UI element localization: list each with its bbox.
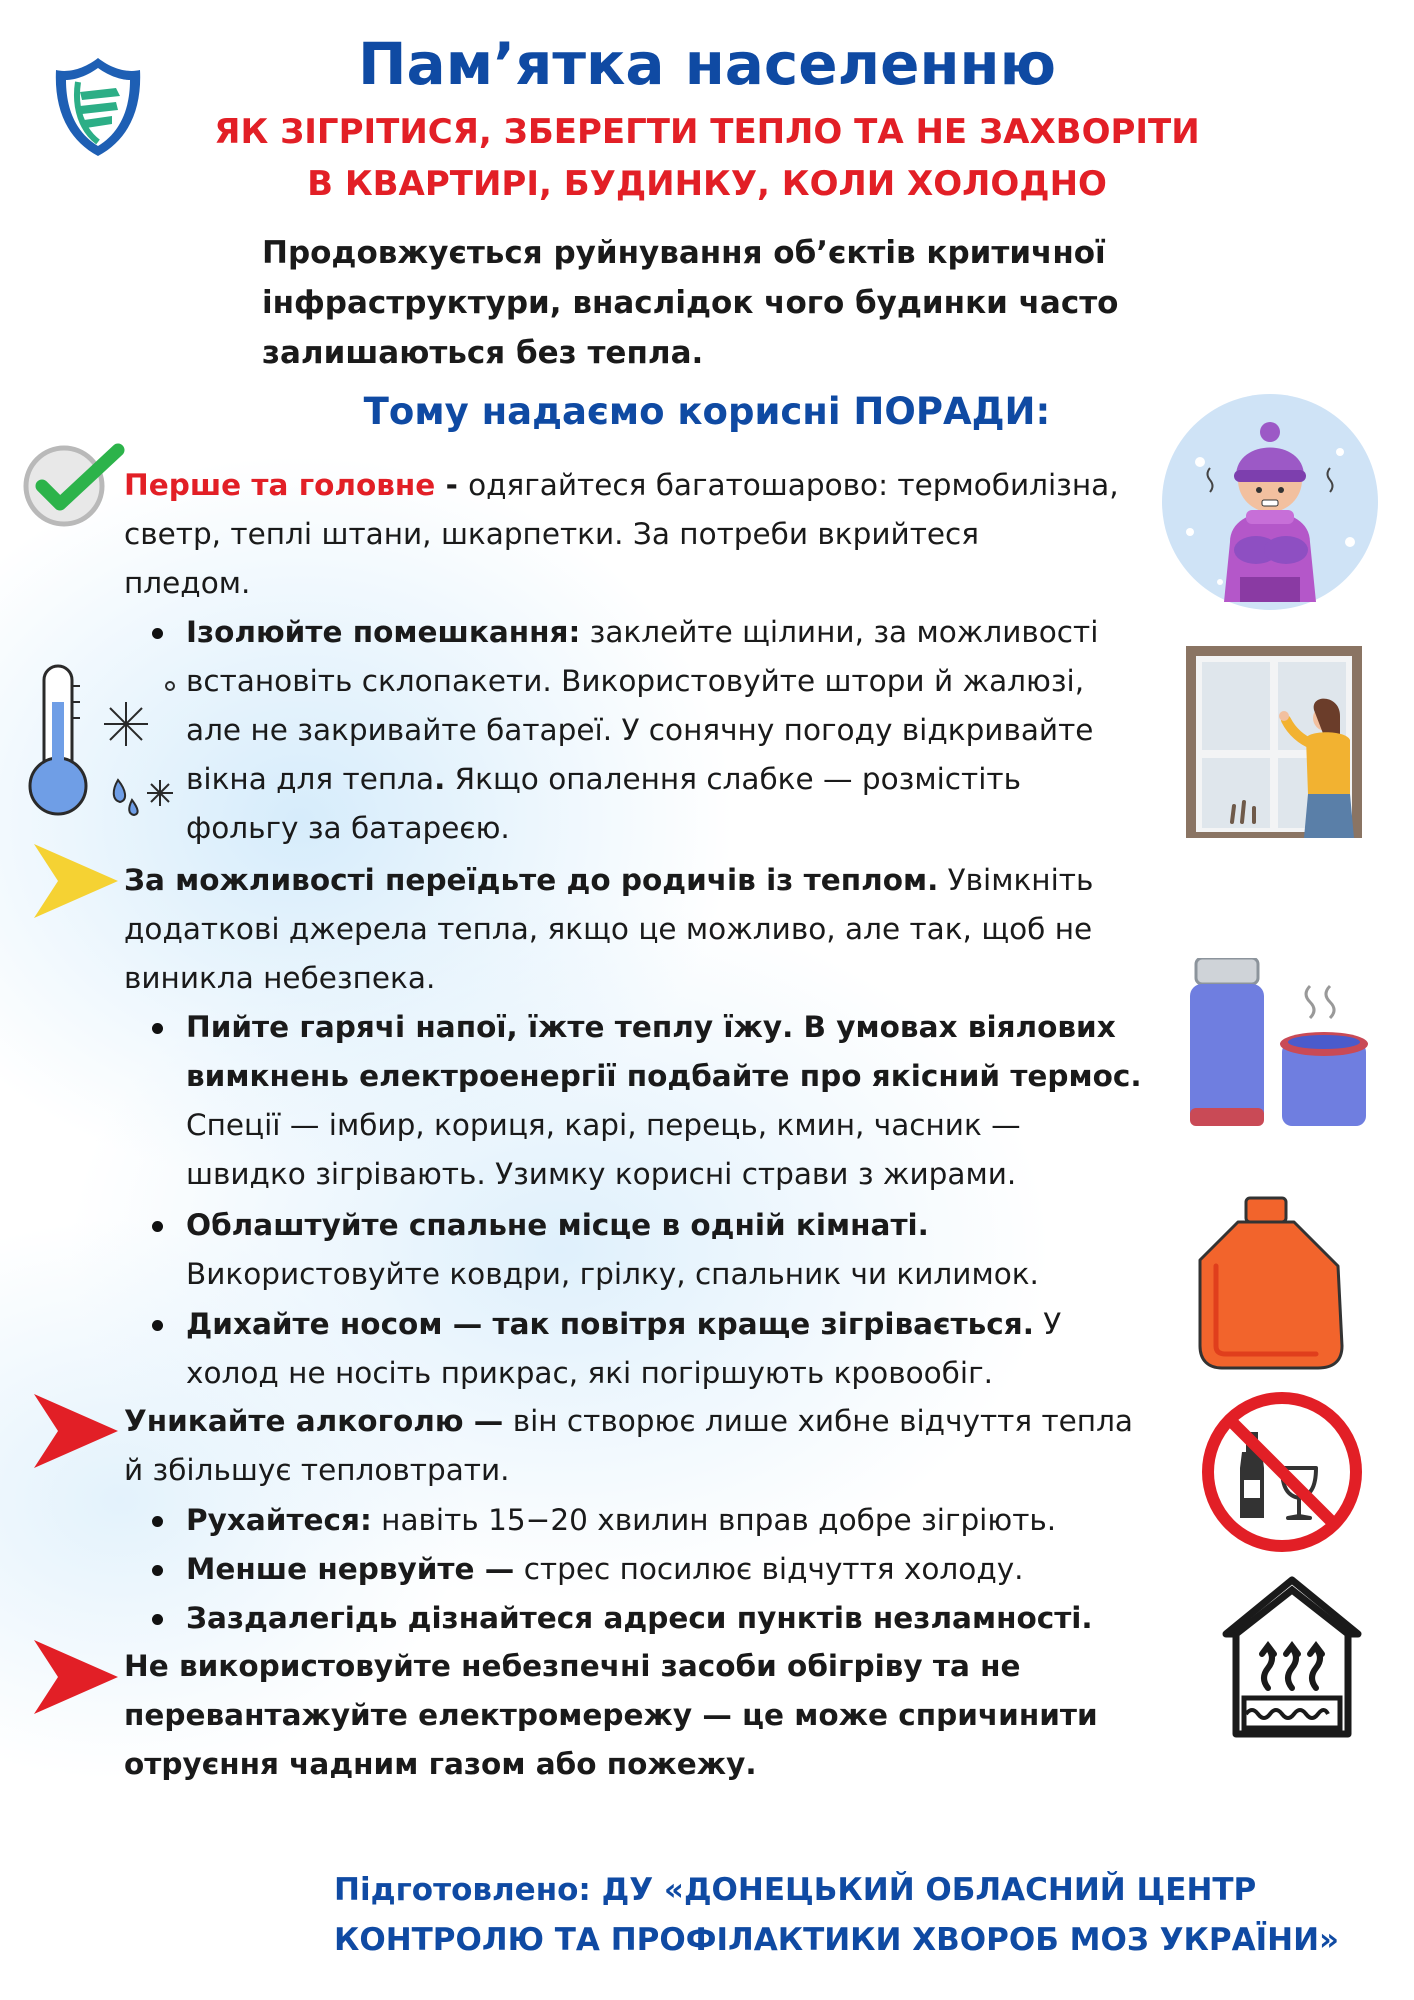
bullet — [152, 1565, 163, 1576]
tip-move — [186, 1496, 1166, 1545]
tip-drinks-line-1 — [186, 1003, 1166, 1052]
tip-insulate-line-4a: вікна для тепла — [186, 762, 435, 796]
intro-line-1: Продовжується руйнування об’єктів критичної — [262, 235, 1106, 271]
tip-alcohol-bold: Уникайте алкоголю — — [124, 1404, 504, 1438]
tip-relatives-bold: За можливості переїдьте до родичів із теплом. — [124, 863, 939, 897]
tip-insulate — [186, 608, 1166, 853]
tip-first-lead: Перше та головне — [124, 468, 436, 502]
tip-first-text: одягайтеся багатошарово: термобилізна, — [468, 468, 1119, 502]
page-title: Пам’ятка населенню — [358, 30, 1056, 98]
tip-move-line — [186, 1496, 1166, 1545]
tip-drinks-bold-2: вимкнень електроенергії подбайте про якісний термос. — [186, 1059, 1142, 1093]
tip-breathe-text: У — [1033, 1307, 1062, 1341]
tip-nerves — [186, 1545, 1166, 1594]
tip-drinks-bold-1: Пийте гарячі напої, їжте теплу їжу. В умовах віялових — [186, 1010, 1116, 1044]
tip-nerves-bold: Менше нервуйте — — [186, 1552, 515, 1586]
window-person-illustration — [1184, 644, 1364, 840]
subtitle-line-2: В КВАРТИРІ, БУДИНКУ, КОЛИ ХОЛОДНО — [307, 164, 1107, 204]
footer-line-1: Підготовлено: ДУ «ДОНЕЦЬКИЙ ОБЛАСНИЙ ЦЕНТР — [334, 1872, 1257, 1908]
tip-insulate-bold: Ізолюйте помешкання: — [186, 615, 581, 649]
tip-insulate-line-5: фольгу за батареєю. — [186, 811, 510, 845]
heated-house-icon — [1218, 1574, 1366, 1742]
bullet — [152, 628, 163, 639]
tip-insulate-line-4b: Якщо опалення слабке — розмістіть — [445, 762, 1021, 796]
tip-drinks-line-3: Спеції — імбир, кориця, карі, перець, кмин, часник — — [186, 1108, 1021, 1142]
tip-nerves-text: стрес посилює відчуття холоду. — [514, 1552, 1024, 1586]
tip-alcohol-text: він створює лише хибне відчуття тепла — [503, 1404, 1133, 1438]
bullet — [152, 1320, 163, 1331]
yellow-arrow-icon — [30, 840, 120, 922]
tip-breathe — [186, 1300, 1166, 1398]
tip-danger-bold-1: Не використовуйте небезпечні засоби обігріву та не — [124, 1649, 1021, 1683]
tip-breathe-bold: Дихайте носом — так повітря краще зігрівається. — [186, 1307, 1034, 1341]
tip-move-text: навіть 15−20 хвилин вправ добре зігріють. — [371, 1503, 1057, 1537]
tip-sleep — [186, 1201, 1166, 1299]
tip-drinks-line-2 — [186, 1052, 1166, 1101]
tip-alcohol-line-2: й збільшує тепловтрати. — [124, 1453, 510, 1487]
tip-points-line — [186, 1594, 1166, 1643]
cold-person-illustration — [1160, 392, 1380, 612]
tip-insulate-dot: . — [434, 762, 446, 796]
footer-credit — [334, 1865, 1394, 1965]
tip-first-dash: - — [435, 468, 469, 502]
bullet — [152, 1023, 163, 1034]
tip-relatives-line-3: виникла небезпека. — [124, 961, 436, 995]
intro-line-3: залишаються без тепла. — [262, 335, 704, 371]
tip-breathe-line-2: холод не носіть прикрас, які погіршують кровообіг. — [186, 1356, 993, 1390]
thermos-icon — [1186, 958, 1370, 1128]
tip-points-bold: Заздалегідь дізнайтеся адреси пунктів незламності. — [186, 1601, 1093, 1635]
tip-alcohol — [124, 1397, 1164, 1495]
tip-danger — [124, 1642, 1164, 1789]
tip-points — [186, 1594, 1166, 1643]
tip-danger-line-2 — [124, 1691, 1164, 1740]
tip-insulate-line-4 — [186, 755, 1166, 804]
red-arrow-icon — [30, 1390, 120, 1472]
footer-line-2: КОНТРОЛЮ ТА ПРОФІЛАКТИКИ ХВОРОБ МОЗ УКРАЇНИ» — [334, 1922, 1340, 1958]
intro-line-2: інфраструктури, внаслідок чого будинки часто — [262, 285, 1119, 321]
tip-drinks — [186, 1003, 1166, 1199]
hot-water-bottle-icon — [1192, 1196, 1356, 1372]
tip-insulate-line-1 — [186, 608, 1166, 657]
tip-sleep-bold: Облаштуйте спальне місце в одній кімнаті. — [186, 1208, 929, 1242]
tip-danger-bold-2: перевантажуйте електромережу — це може спричинити — [124, 1698, 1098, 1732]
tip-danger-bold-3: отруєння чадним газом або пожежу. — [124, 1747, 757, 1781]
tip-relatives-line-1 — [124, 856, 1164, 905]
tip-drinks-line-4: швидко зігрівають. Узимку корисні страви з жирами. — [186, 1157, 1017, 1191]
tip-insulate-line-3: але не закривайте батареї. У сонячну погоду відкривайте — [186, 713, 1094, 747]
bullet — [152, 1614, 163, 1625]
red-arrow-icon — [30, 1636, 120, 1718]
tip-nerves-line — [186, 1545, 1166, 1594]
bullet — [152, 1221, 163, 1232]
tip-first-line-1 — [124, 461, 1164, 510]
tip-alcohol-line-1 — [124, 1397, 1164, 1446]
tip-sleep-line-2: Використовуйте ковдри, грілку, спальник чи килимок. — [186, 1257, 1039, 1291]
tip-breathe-line-1 — [186, 1300, 1166, 1349]
tip-relatives — [124, 856, 1164, 1003]
tip-first-line-3: пледом. — [124, 566, 251, 600]
tip-relatives-line-2: додаткові джерела тепла, якщо це можливо, але так, щоб не — [124, 912, 1093, 946]
no-alcohol-icon — [1198, 1388, 1366, 1556]
subtitle-line-1: ЯК ЗІГРІТИСЯ, ЗБЕРЕГТИ ТЕПЛО ТА НЕ ЗАХВОРІТИ — [214, 112, 1200, 152]
tip-first-line-2: светр, теплі штани, шкарпетки. За потреби вкрийтеся — [124, 517, 979, 551]
tip-insulate-line-2: встановіть склопакети. Використовуйте штори й жалюзі, — [186, 664, 1085, 698]
checkmark-icon — [22, 440, 126, 532]
bullet — [152, 1516, 163, 1527]
tip-first — [124, 461, 1164, 608]
tip-relatives-text: Увімкніть — [938, 863, 1094, 897]
tips-heading: Тому надаємо корисні ПОРАДИ: — [363, 390, 1051, 433]
intro-paragraph — [262, 228, 1162, 378]
tip-move-bold: Рухайтеся: — [186, 1503, 372, 1537]
tip-danger-line-3 — [124, 1740, 1164, 1789]
thermometer-snowflake-icon — [22, 662, 182, 822]
tip-sleep-line-1 — [186, 1201, 1166, 1250]
tip-insulate-text: заклейте щілини, за можливості — [580, 615, 1099, 649]
tip-danger-line-1 — [124, 1642, 1164, 1691]
